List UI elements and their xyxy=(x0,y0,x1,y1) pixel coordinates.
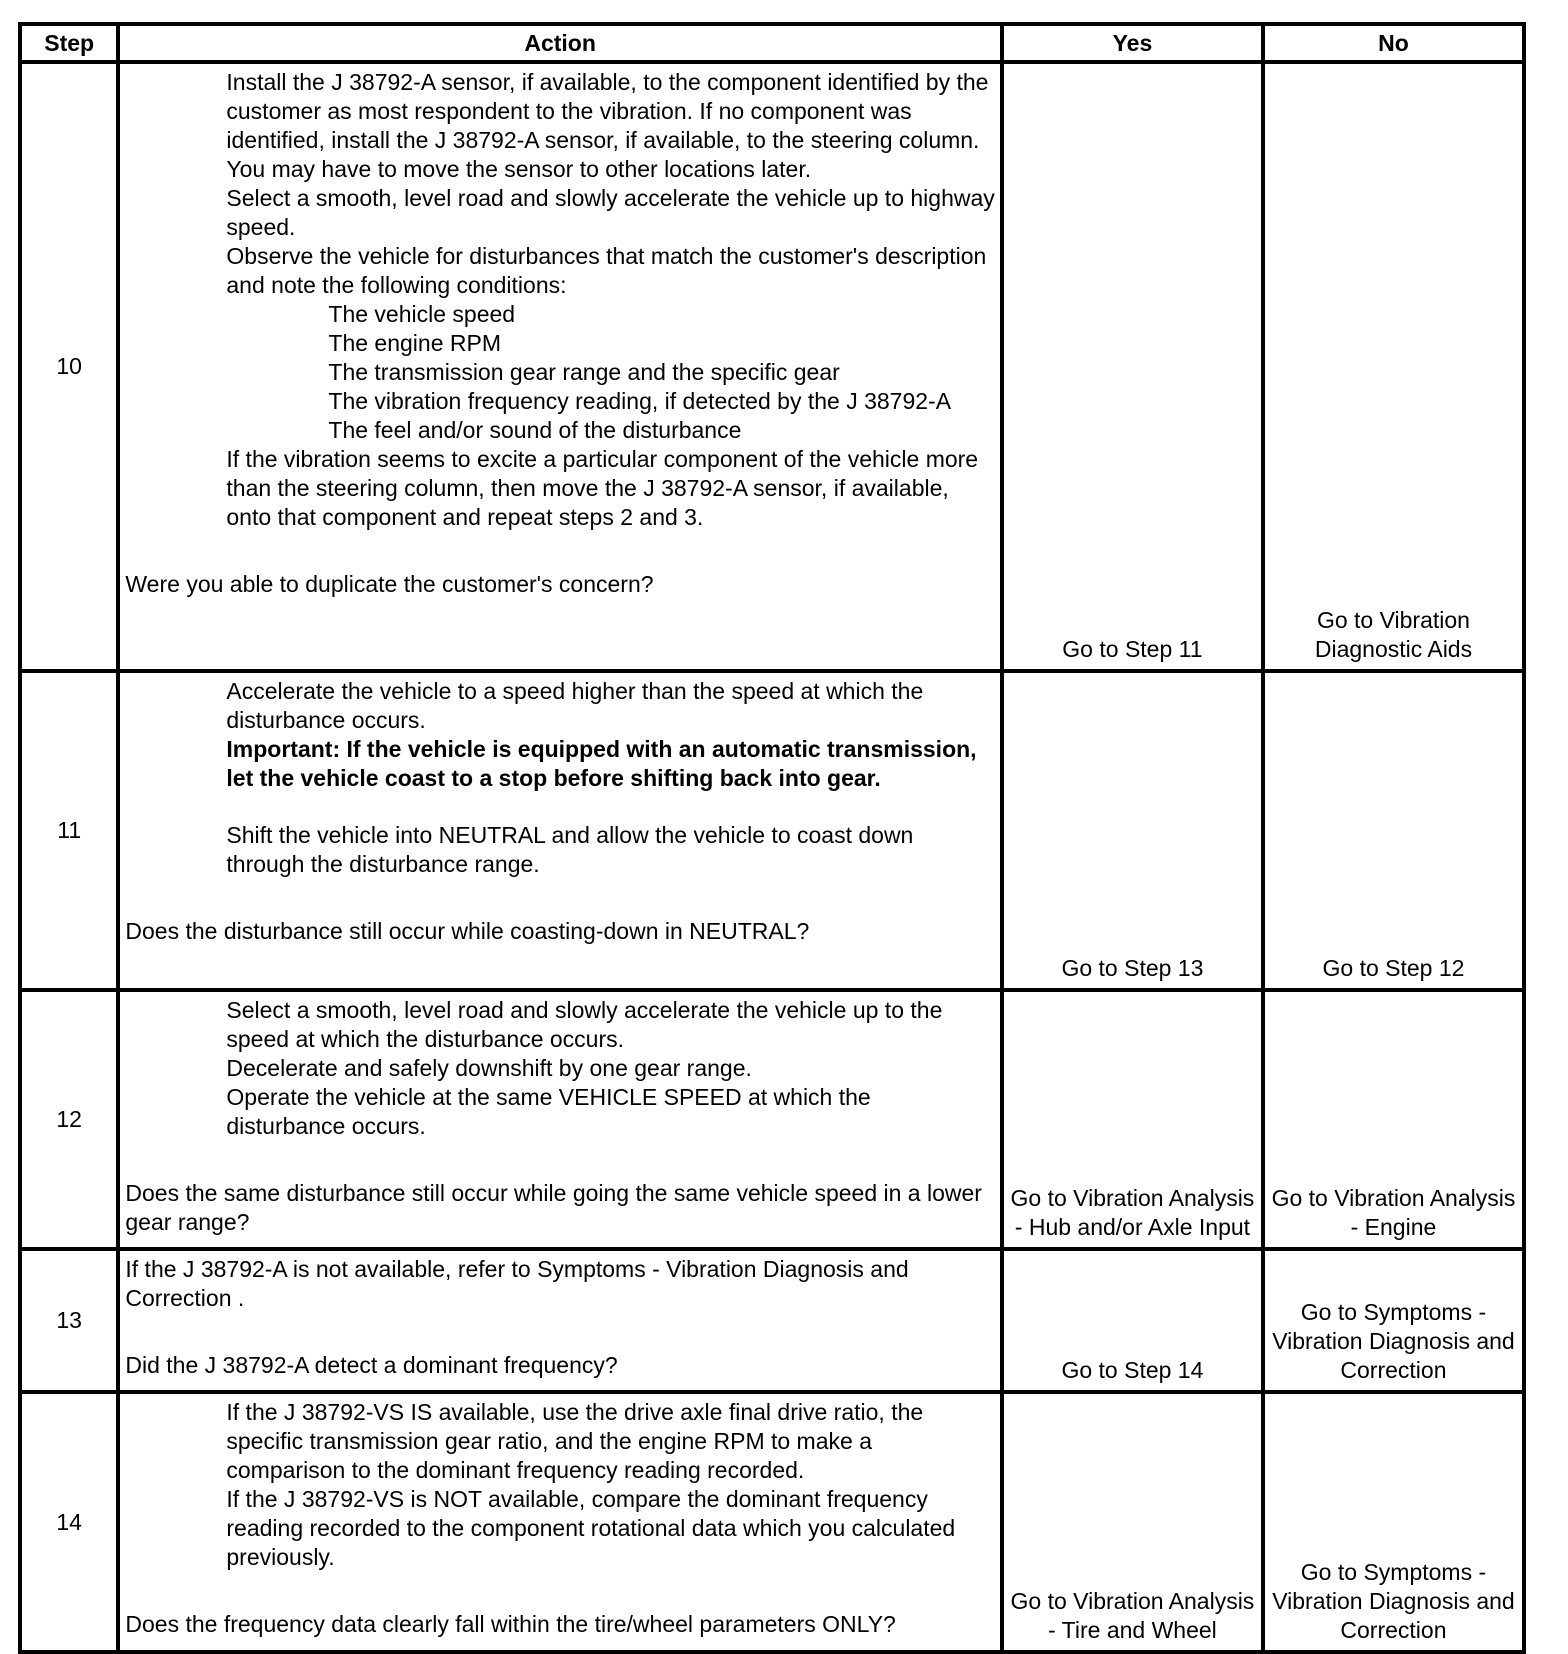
instruction-text: If the J 38792-A is not available, refer to Symptoms - Vibration Diagnosis and Correction . xyxy=(125,1256,909,1311)
step-question: Does the frequency data clearly fall within the tire/wheel parameters ONLY? xyxy=(125,1611,896,1637)
condition-item: The feel and/or sound of the disturbance xyxy=(328,417,742,443)
condition-item: The transmission gear range and the specific gear xyxy=(328,359,840,385)
step-question: Did the J 38792-A detect a dominant frequency? xyxy=(125,1352,618,1378)
instruction-text: If the J 38792-VS is NOT available, compare the dominant frequency reading recorded to the component rotational data which you calculated previously. xyxy=(226,1486,956,1570)
yes-result: Go to Step 11 xyxy=(1002,62,1263,671)
header-step: Step xyxy=(20,24,118,62)
instruction-text: Accelerate the vehicle to a speed higher than the speed at which the disturbance occurs. xyxy=(226,678,924,733)
instruction-text: Shift the vehicle into NEUTRAL and allow the vehicle to coast down through the disturbance range. xyxy=(226,822,914,877)
action-cell xyxy=(118,62,1002,671)
step-question: Were you able to duplicate the customer's concern? xyxy=(125,571,654,597)
step-question: Does the same disturbance still occur while going the same vehicle speed in a lower gear range? xyxy=(125,1180,982,1235)
no-result: Go to Vibration Analysis - Engine xyxy=(1263,990,1524,1249)
action-cell xyxy=(118,1249,1002,1392)
instruction-text: If the J 38792-VS IS available, use the drive axle final drive ratio, the specific transmission gear ratio, and the engine RPM to make a comparison to the dominant frequency reading recorded. xyxy=(226,1399,924,1483)
important-note: Important: If the vehicle is equipped with an automatic transmission, let the vehicle coast to a stop before shifting back into gear. xyxy=(226,736,977,791)
condition-item: The engine RPM xyxy=(328,330,501,356)
instruction-text: Select a smooth, level road and slowly accelerate the vehicle up to the speed at which the disturbance occurs. xyxy=(226,997,943,1052)
instruction-text: Observe the vehicle for disturbances that match the customer's description and note the following conditions: xyxy=(226,243,987,298)
step-number: 13 xyxy=(20,1249,118,1392)
yes-result: Go to Vibration Analysis - Tire and Wheel xyxy=(1002,1392,1263,1652)
step-number: 14 xyxy=(20,1392,118,1652)
no-result: Go to Symptoms - Vibration Diagnosis and Correction xyxy=(1263,1249,1524,1392)
no-result: Go to Step 12 xyxy=(1263,671,1524,990)
action-cell xyxy=(118,1392,1002,1652)
action-cell xyxy=(118,990,1002,1249)
step-number: 10 xyxy=(20,62,118,671)
step-question: Does the disturbance still occur while coasting-down in NEUTRAL? xyxy=(125,918,810,944)
instruction-text: Operate the vehicle at the same VEHICLE SPEED at which the disturbance occurs. xyxy=(226,1084,871,1139)
header-row xyxy=(20,24,1524,62)
table-row xyxy=(20,1249,1524,1392)
header-no: No xyxy=(1263,24,1524,62)
instruction-text: Decelerate and safely downshift by one gear range. xyxy=(226,1055,752,1081)
table-row xyxy=(20,671,1524,990)
header-yes: Yes xyxy=(1002,24,1263,62)
header-action: Action xyxy=(118,24,1002,62)
no-result: Go to Vibration Diagnostic Aids xyxy=(1263,62,1524,671)
yes-result: Go to Step 13 xyxy=(1002,671,1263,990)
instruction-text: If the vibration seems to excite a particular component of the vehicle more than the steering column, then move the J 38792-A sensor, if available, onto that component and repeat steps 2 and 3. xyxy=(226,446,979,530)
table-row xyxy=(20,1392,1524,1652)
table-row xyxy=(20,990,1524,1249)
instruction-text: Select a smooth, level road and slowly accelerate the vehicle up to highway speed. xyxy=(226,185,995,240)
step-number: 11 xyxy=(20,671,118,990)
instruction-text: Install the J 38792-A sensor, if available, to the component identified by the customer as most respondent to the vibration. If no component was identified, install the J 38792-A sensor, if available, to the steering column. You may have to move the sensor to other locations later. xyxy=(226,69,989,182)
diagnostic-table xyxy=(18,22,1526,1654)
table-row xyxy=(20,62,1524,671)
yes-result: Go to Step 14 xyxy=(1002,1249,1263,1392)
no-result: Go to Symptoms - Vibration Diagnosis and Correction xyxy=(1263,1392,1524,1652)
yes-result: Go to Vibration Analysis - Hub and/or Axle Input xyxy=(1002,990,1263,1249)
condition-item: The vibration frequency reading, if detected by the J 38792-A xyxy=(328,388,952,414)
condition-item: The vehicle speed xyxy=(328,301,516,327)
action-cell xyxy=(118,671,1002,990)
step-number: 12 xyxy=(20,990,118,1249)
